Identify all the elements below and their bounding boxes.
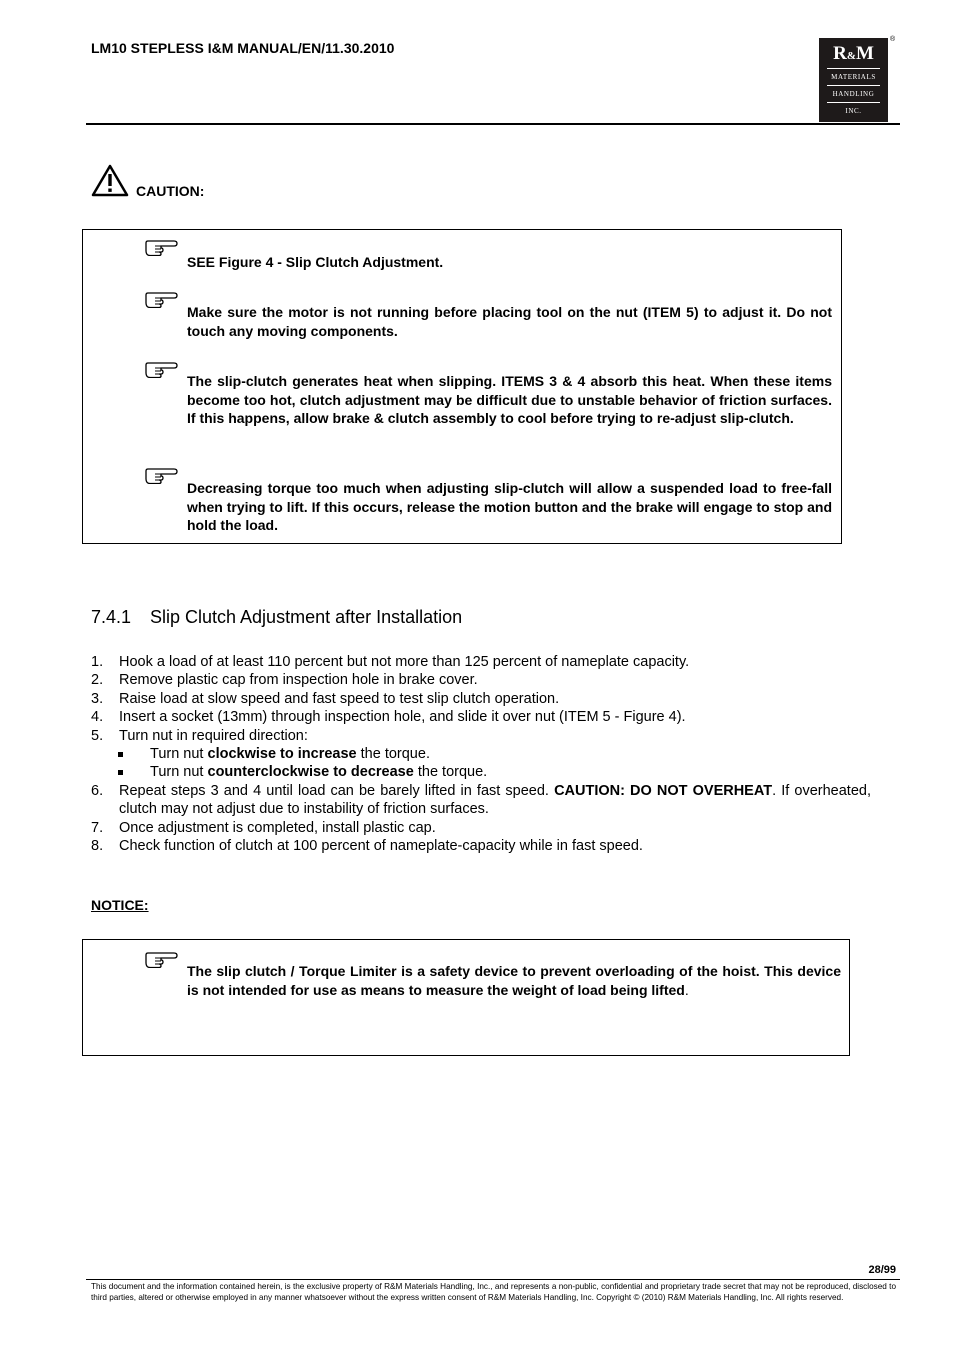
bullet-text: Turn nut [150,746,208,763]
step-text: Hook a load of at least 110 percent but not more than 125 percent of nameplate capacity. [119,654,690,670]
step-text: Check function of clutch at 100 percent of nameplate-capacity while in fast speed. [119,838,643,855]
list-item [91,837,871,855]
warning-triangle-icon [91,164,129,198]
list-item [91,727,871,745]
sub-list-item [91,745,871,763]
bullet-text: the torque. [413,764,488,781]
pointing-hand-icon [144,466,178,484]
step-number: 5. [91,727,104,744]
adjustment-steps [91,653,871,855]
list-item [91,690,871,708]
caution-note-2: Make sure the motor is not running before placing tool on the nut (ITEM 5) to adjust it. Do not touch any moving components. [187,304,832,339]
step-text: . If overheated, clutch may not adjust due to instability of friction surfaces. [119,782,871,818]
step-text: Repeat steps 3 and 4 until load can be barely lifted in fast speed. [119,782,555,799]
bullet-text: the torque. [356,746,430,763]
section-heading [91,607,462,628]
footer-divider [86,1279,900,1280]
step-text: Insert a socket (13mm) through inspection hole, and slide it over nut (ITEM 5 - Figure 4). [119,709,686,726]
caution-label: CAUTION: [136,183,205,199]
rm-logo [819,38,888,122]
step-number: 8. [91,838,104,855]
logo-handling: HANDLING [832,90,875,98]
step-text: Remove plastic cap from inspection hole in brake cover. [119,672,478,689]
notice-label: NOTICE: [91,897,149,913]
logo-amp: & [846,50,856,62]
step-number: 4. [91,709,104,726]
logo-rm [819,44,888,66]
step-emphasis: CAUTION: DO NOT OVERHEAT [554,782,773,799]
pointing-hand-icon [144,238,178,256]
caution-note-3: The slip-clutch generates heat when slipping. ITEMS 3 & 4 absorb this heat. When these items become too hot, clutch adjustment may be difficult due to unstable behavior of friction surfaces. If this happens, allow brake & clutch assembly to cool before trying to re-adjust slip-clutch. [187,373,832,427]
list-item [91,708,871,726]
notice-end: . [684,981,689,998]
list-item [91,782,871,819]
bullet-square-icon [118,770,123,775]
logo-divider [827,85,880,86]
list-item [91,671,871,689]
step-text: Raise load at slow speed and fast speed to test slip clutch operation. [119,690,560,707]
step-number: 7. [91,819,104,836]
page-number: 28/99 [868,1264,896,1276]
bullet-square-icon [118,752,123,757]
section-number: 7.4.1 [91,607,132,627]
notice-bold-text: The slip clutch / Torque Limiter is a safety device to prevent overloading of the hoist. This device is not intended for use as means to measure the weight of load being lifted [187,963,841,998]
header-divider [86,123,900,125]
notice-box [82,939,850,1056]
bullet-emphasis: clockwise to increase [207,746,357,763]
logo-m: M [855,43,874,64]
caution-note-1: SEE Figure 4 - Slip Clutch Adjustment. [187,254,444,270]
step-text: Turn nut in required direction: [119,727,308,744]
step-text: Once adjustment is completed, install plastic cap. [119,819,436,836]
list-item [91,653,871,671]
pointing-hand-icon [144,950,178,968]
bullet-emphasis: counterclockwise to decrease [207,764,414,781]
logo-divider [827,68,880,69]
document-title: LM10 STEPLESS I&M MANUAL/EN/11.30.2010 [91,40,395,56]
pointing-hand-icon [144,360,178,378]
registered-mark: ® [890,36,896,43]
step-number: 1. [91,654,104,670]
step-number: 2. [91,672,104,689]
footer-disclaimer: This document and the information contained herein, is the exclusive property of R&M Materials Handling, Inc., and represents a non-public, confidential and proprietary trade secret that may not be reproduced, disclosed to third parties, altered or otherwise employed in any manner whatsoever without the express written consent of R&M Materials Handling, Inc. Copyright © (2010) R&M Materials Handling, Inc. All rights reserved. [91,1282,896,1302]
logo-materials: MATERIALS [831,73,876,81]
step-number: 3. [91,690,104,707]
notice-text [187,962,841,999]
bullet-text: Turn nut [150,764,208,781]
section-title: Slip Clutch Adjustment after Installation [150,607,463,627]
logo-inc: INC. [845,107,862,115]
logo-r: R [833,43,847,64]
step-number: 6. [91,782,104,799]
list-item [91,819,871,837]
sub-list-item [91,763,871,781]
pointing-hand-icon [144,290,178,308]
logo-divider [827,102,880,103]
caution-box [82,229,842,544]
caution-note-4: Decreasing torque too much when adjusting slip-clutch will allow a suspended load to free-fall when trying to lift. If this occurs, release the motion button and the brake will engage to stop and hold the load. [187,480,832,534]
